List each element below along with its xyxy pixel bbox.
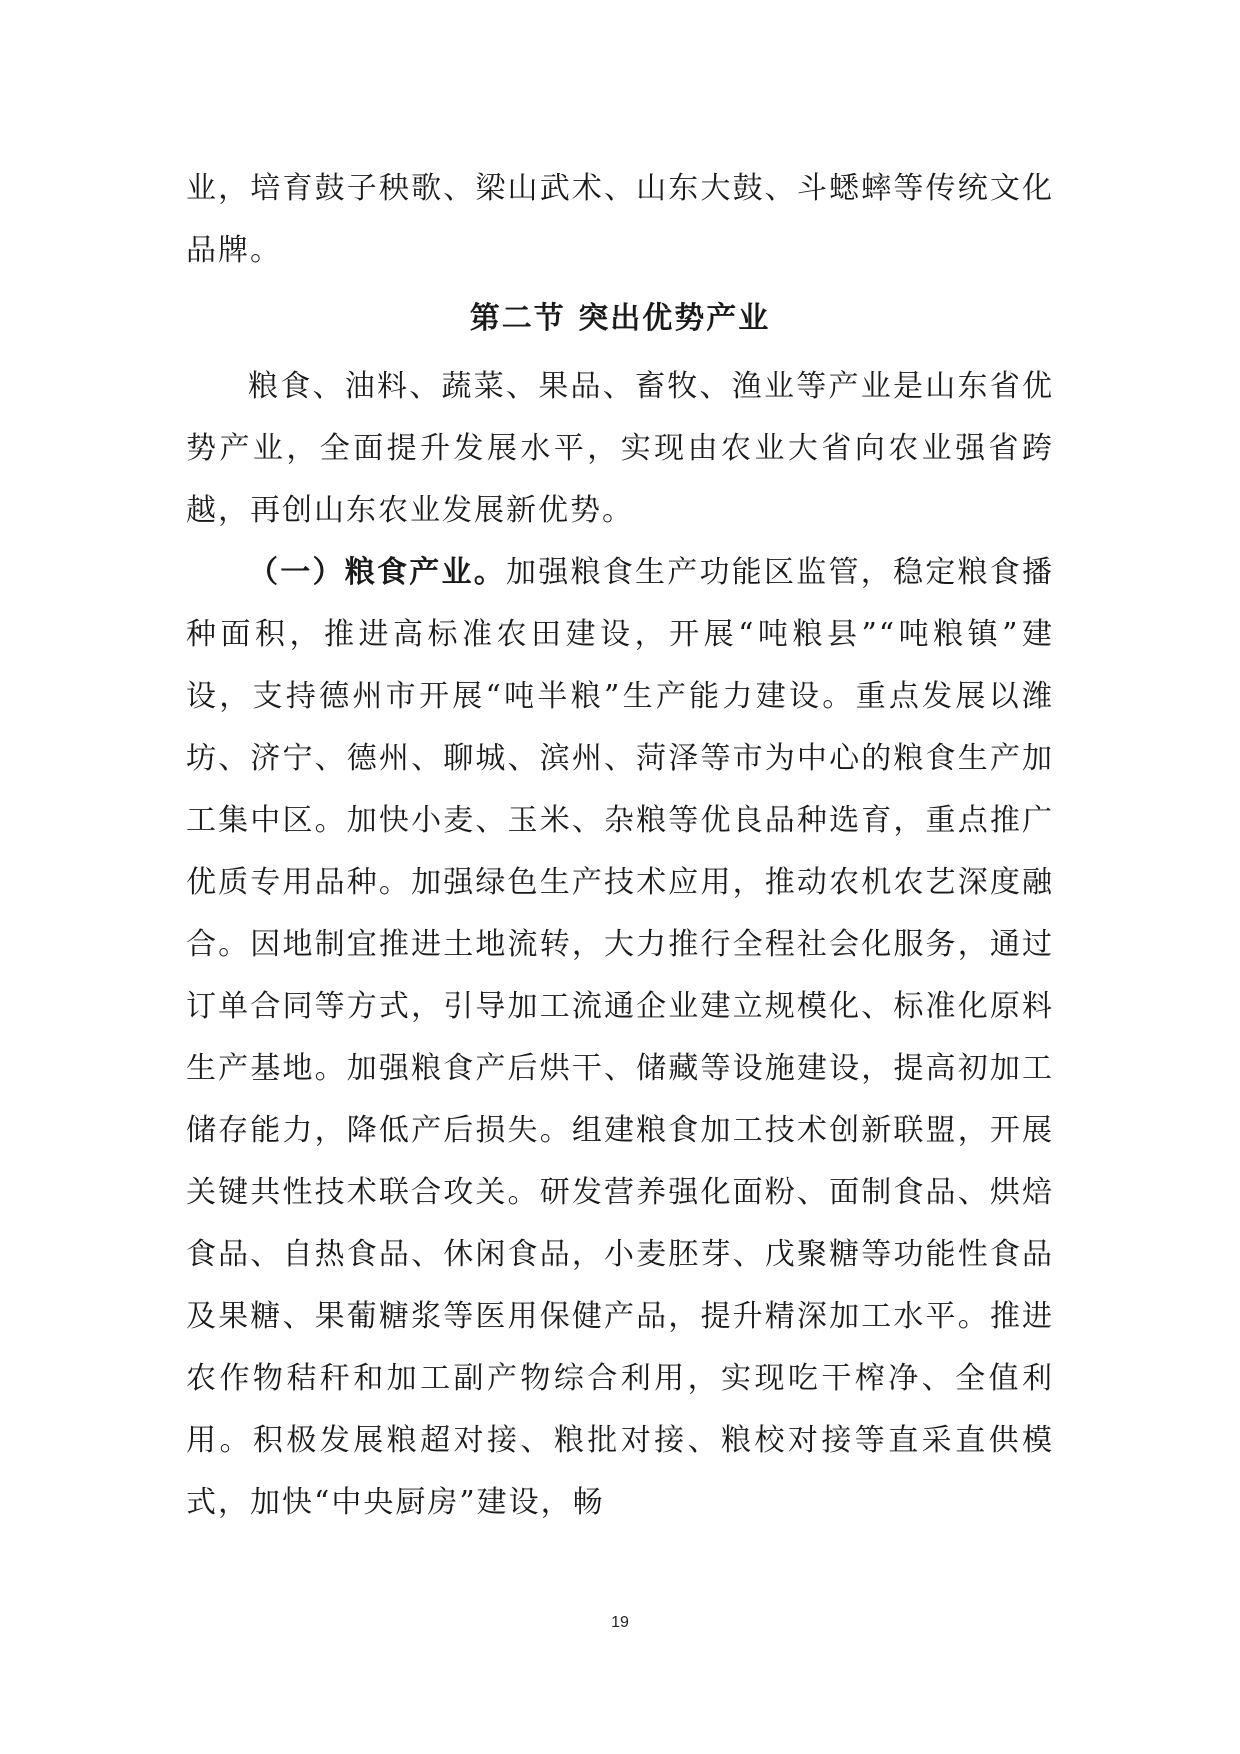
section-heading: 第二节 突出优势产业 <box>469 301 771 336</box>
page-number: 19 <box>611 1614 629 1631</box>
grain-industry-lead: （一）粮食产业。 <box>248 555 506 590</box>
grain-industry-body: 加强粮食生产功能区监管，稳定粮食播种面积，推进高标准农田建设，开展“吨粮县”“吨粮镇”建设，支持德州市开展“吨半粮”生产能力建设。重点发展以潍坊、济宁、德州、聊城、滨州、菏泽等市为中心的粮食生产加工集中区。加快小麦、玉米、杂粮等优良品种选育，重点推广优质专用品种。加强绿色生产技术应用，推动农机农艺深度融合。因地制宜推进土地流转，大力推行全程社会化服务，通过订单合同等方式，引导加工流通企业建立规模化、标准化原料生产基地。加强粮食产后烘干、储藏等设施建设，提高初加工储存能力，降低产后损失。组建粮食加工技术创新联盟，开展关键共性技术联合攻关。研发营养强化面粉、面制食品、烘焙食品、自热食品、休闲食品，小麦胚芽、戊聚糖等功能性食品及果糖、果葡糖浆等医用保健产品，提升精深加工水平。推进农作物秸秆和加工副产物综合利用，实现吃干榨净、全值利用。积极发展粮超对接、粮批对接、粮校对接等直采直供模式，加快“中央厨房”建设，畅 <box>186 555 1054 1520</box>
continued-paragraph: 业，培育鼓子秧歌、梁山武术、山东大鼓、斗蟋蟀等传统文化品牌。 <box>186 171 1054 268</box>
page-content <box>186 158 1054 1534</box>
grain-industry-paragraph <box>186 542 1054 1534</box>
intro-paragraph: 粮食、油料、蔬菜、果品、畜牧、渔业等产业是山东省优势产业，全面提升发展水平，实现由农业大省向农业强省跨越，再创山东农业发展新优势。 <box>186 369 1054 528</box>
